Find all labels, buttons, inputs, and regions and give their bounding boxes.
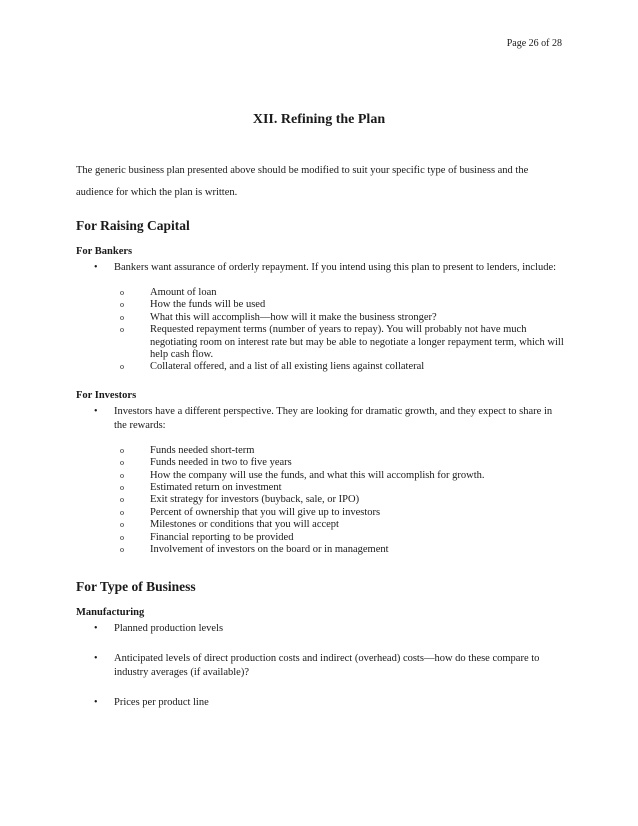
- list-item: o Requested repayment terms (number of years to repay). You will probably not have much negotiating room on interest rate but may be able to negotiate a longer repayment term, which will help cash flow.: [114, 324, 566, 361]
- list-item: • Anticipated levels of direct production costs and indirect (overhead) costs—how do these compare to industry averages (if available)?: [76, 652, 566, 680]
- list-item: o Involvement of investors on the board or in management: [114, 544, 566, 556]
- list-item: o What this will accomplish—how will it make the business stronger?: [114, 312, 566, 324]
- subheading-manufacturing: Manufacturing: [76, 606, 145, 618]
- list-item: o Funds needed in two to five years: [114, 457, 566, 469]
- bankers-list: [76, 261, 566, 374]
- section-heading-raising-capital: For Raising Capital: [76, 218, 190, 233]
- investors-bullet: [76, 405, 566, 557]
- bankers-bullet-text: Bankers want assurance of orderly repayment. If you intend using this plan to present to lenders, include:: [114, 262, 557, 273]
- list-item: o Milestones or conditions that you will accept: [114, 519, 566, 531]
- investors-list: [76, 405, 566, 557]
- page-number: Page 26 of 28: [506, 38, 562, 49]
- section-heading-type-of-business: For Type of Business: [76, 578, 196, 594]
- list-item: o Collateral offered, and a list of all existing liens against collateral: [114, 361, 566, 373]
- chapter-title: XII. Refining the Plan: [252, 112, 386, 127]
- intro-paragraph: The generic business plan presented above should be modified to suit your specific type of business and the audience for which the plan is written.: [76, 165, 529, 198]
- bankers-subitems: [114, 287, 566, 374]
- bankers-bullet: [76, 261, 566, 374]
- investors-subitems: [114, 445, 566, 557]
- list-item: o Exit strategy for investors (buyback, sale, or IPO): [114, 494, 566, 506]
- list-item: o Funds needed short-term: [114, 445, 566, 457]
- document-body: [76, 218, 566, 726]
- list-item: • Prices per product line: [76, 696, 566, 710]
- subheading-investors: For Investors: [76, 389, 137, 401]
- investors-bullet-text: Investors have a different perspective. They are looking for dramatic growth, and they expect to share in the rewards:: [114, 405, 553, 431]
- list-item: o Amount of loan: [114, 287, 566, 299]
- list-item: o Financial reporting to be provided: [114, 532, 566, 544]
- list-item: o How the company will use the funds, and what this will accomplish for growth.: [114, 470, 566, 482]
- list-item: o How the funds will be used: [114, 299, 566, 311]
- list-item: • Planned production levels: [76, 622, 566, 636]
- manufacturing-list: [76, 622, 566, 710]
- list-item: o Percent of ownership that you will give up to investors: [114, 507, 566, 519]
- list-item: o Estimated return on investment: [114, 482, 566, 494]
- subheading-bankers: For Bankers: [76, 246, 133, 257]
